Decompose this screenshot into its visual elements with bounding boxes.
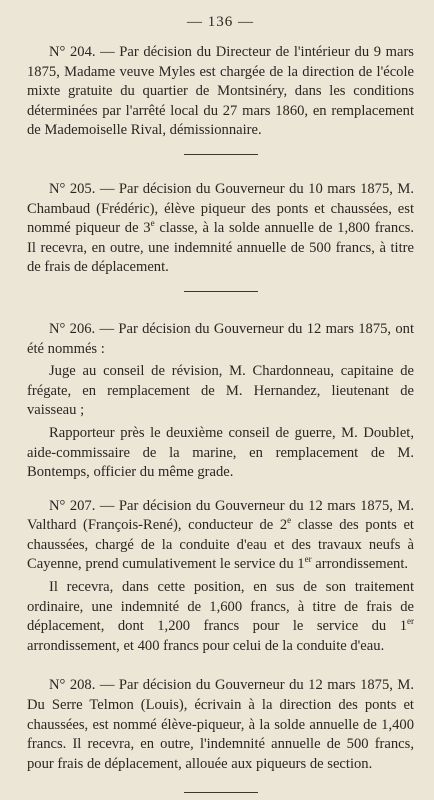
decision-204-text: N° 204. — Par décision du Directeur de l'intérieur du 9 mars 1875, Madame veuve Myles est chargée de la direction de l'école mixte gratuite du quartier de Montsinéry, dans les conditions déterminées par l'arrêté local du 27 mars 1860, en remplacement de Mademoiselle Rival, démissionnaire. [27, 44, 414, 139]
decision-208-text: N° 208. — Par décision du Gouverneur du 12 mars 1875, M. Du Serre Telmon (Louis), écrivain à la direction des ponts et chaussées, est nommé élève-piqueur, à la solde annuelle de 1,400 francs. Il recevra, en outre, l'indemnité annuelle de 500 francs, pour frais de déplacement, allouée aux piqueurs de section. [27, 677, 414, 772]
spacer [27, 656, 414, 676]
decision-207 [27, 497, 414, 657]
decision-206-item-2: Rapporteur près le deuxième conseil de guerre, M. Doublet, aide-commissaire de la marine, en remplacement de M. Bontemps, officier du même grade. [27, 424, 414, 481]
decision-206-item-1: Juge au conseil de révision, M. Chardonneau, capitaine de frégate, en remplacement de M. Hernandez, lieutenant de vaisseau ; [27, 363, 414, 419]
decision-208 [27, 676, 414, 774]
page-number: — 136 — [187, 14, 254, 30]
decision-206 [27, 320, 414, 483]
decision-205 [27, 180, 414, 278]
decision-207-indemnity: Il recevra, dans cette position, en sus de son traitement ordinaire, une indemnité de 1,600 francs, à titre de frais de déplacement, dont 1,200 francs pour le service du 1er arrondissement, et 400 francs pour celui de la conduite d'eau. [27, 579, 414, 654]
spacer [27, 483, 414, 497]
decision-205-text: N° 205. — Par décision du Gouverneur du 10 mars 1875, M. Chambaud (Frédéric), élève piqueur des ponts et chaussées, est nommé piqueur de 3e classe, à la solde annuelle de 1,800 francs. Il recevra, en outre, une indemnité annuelle de 500 francs, à titre de frais de déplacement. [27, 180, 414, 276]
separator-rule [184, 792, 258, 793]
decision-207-text: N° 207. — Par décision du Gouverneur du 12 mars 1875, M. Valthard (François-René), conducteur de 2e classe des ponts et chaussées, chargé de la conduite d'eau et des travaux neufs à Cayenne, prend cumulativement le service du 1er arrondissement. [27, 497, 414, 573]
decision-206-intro: N° 206. — Par décision du Gouverneur du 12 mars 1875, ont été nommés : [27, 320, 414, 357]
separator-rule [184, 291, 258, 292]
separator-rule [184, 154, 258, 155]
decision-204 [27, 43, 414, 141]
